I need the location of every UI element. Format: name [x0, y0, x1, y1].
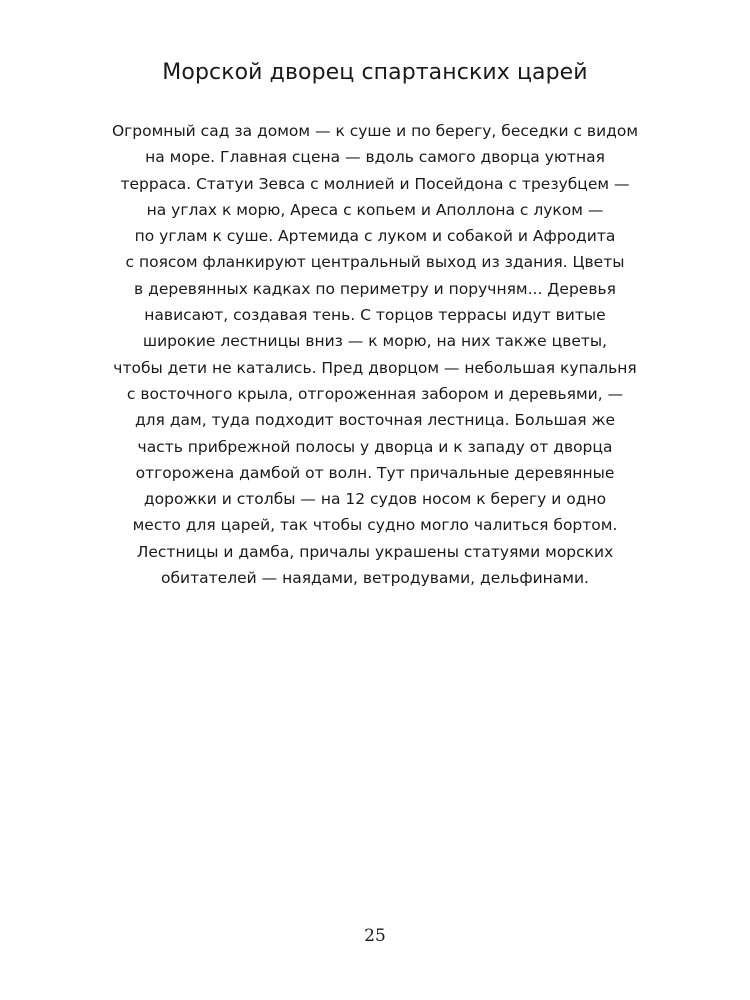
paragraph-line: чтобы дети не катались. Пред дворцом — небольшая купальня [113, 358, 637, 377]
page-number: 25 [364, 926, 386, 946]
chapter-title: Морской дворец спартанских царей [162, 60, 588, 85]
paragraph-line: терраса. Статуи Зевса с молнией и Посейдона с трезубцем — [120, 174, 630, 193]
paragraph-line: на море. Главная сцена — вдоль самого дворца уютная [145, 148, 605, 167]
paragraph-line: в деревянных кадках по периметру и поручням... Деревья [134, 279, 616, 298]
paragraph-line: часть прибрежной полосы у дворца и к западу от дворца [137, 437, 613, 456]
paragraph-line: нависают, создавая тень. С торцов террасы идут витые [144, 306, 606, 325]
body-paragraph [110, 118, 640, 591]
paragraph-line: Огромный сад за домом — к суше и по берегу, беседки с видом [111, 122, 639, 140]
paragraph-line: с поясом фланкируют центральный выход из здания. Цветы [125, 253, 625, 272]
paragraph-line: с восточного крыла, отгороженная забором и деревьями, — [126, 384, 624, 403]
paragraph-line: отгорожена дамбой от волн. Тут причальные деревянные [135, 463, 615, 482]
paragraph-line: на углах к морю, Ареса с копьем и Аполлона с луком — [146, 200, 604, 219]
paragraph-line: обитателей — наядами, ветродувами, дельфинами. [161, 569, 589, 588]
paragraph-line: по углам к суше. Артемида с луком и собакой и Афродита [134, 227, 616, 246]
paragraph-line: широкие лестницы вниз — к морю, на них также цветы, [142, 332, 608, 351]
paragraph-line: для дам, туда подходит восточная лестница. Большая же [134, 411, 616, 430]
paragraph-line: место для царей, так чтобы судно могло чалиться бортом. [132, 516, 618, 535]
paragraph-line: Лестницы и дамба, причалы украшены статуями морских [136, 542, 614, 561]
paragraph-line: дорожки и столбы — на 12 судов носом к берегу и одно [143, 490, 607, 509]
